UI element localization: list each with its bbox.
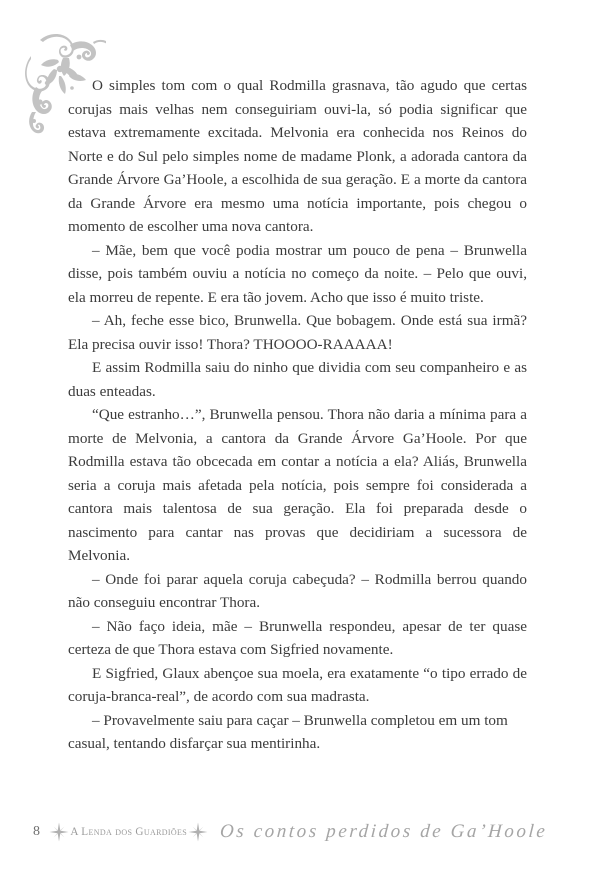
series-title: A Lenda dos Guardiões bbox=[70, 826, 188, 838]
paragraph: “Que estranho…”, Brunwella pensou. Thora não daria a mínima para a morte de Melvonia, a cantora da Grande Árvore Ga’Hoole. Por que Rodmilla estava tão obcecada em contar a notícia a ela? Aliás, Brunwella seria a coruja mais afetada pela notícia, pois sempre foi considerada a cantora mais talentosa de sua geração. Ela foi preparada desde o nascimento para cantar nas provas que decidiriam a sucessora de Melvonia. bbox=[68, 406, 527, 564]
paragraph: O simples tom com o qual Rodmilla grasnava, tão agudo que certas corujas mais velhas nem conseguiriam ouvi-la, só podia significar que estava extremamente excitada. Melvonia era conhecida nos Reinos do Norte e do Sul pelo simples nome de madame Plonk, a adorada cantora da Grande Árvore Ga’Hoole, a escolhida de sua geração. E a morte da cantora da Grande Árvore era mesmo uma notícia importante, pois chegou o momento de escolher uma nova cantora. bbox=[68, 77, 527, 235]
book-title: Os contos perdidos de Ga’Hoole bbox=[219, 821, 549, 842]
snowflake-star-icon bbox=[188, 822, 208, 842]
paragraph: – Não faço ideia, mãe – Brunwella respondeu, apesar de ter quase certeza de que Thora estava com Sigfried novamente. bbox=[68, 617, 527, 658]
paragraph: – Onde foi parar aquela coruja cabeçuda? – Rodmilla berrou quando não conseguiu encontrar Thora. bbox=[68, 570, 527, 611]
paragraph: E Sigfried, Glaux abençoe sua moela, era exatamente “o tipo errado de coruja-branca-real”, de acordo com sua madrasta. bbox=[68, 664, 527, 705]
paragraph: – Ah, feche esse bico, Brunwella. Que bobagem. Onde está sua irmã? Ela precisa ouvir isso! Thora? THOOOO-RAAAAA! bbox=[68, 312, 527, 353]
body-text-block bbox=[68, 74, 527, 756]
page-footer bbox=[33, 818, 548, 846]
page-number: 8 bbox=[33, 824, 41, 839]
paragraph: – Mãe, bem que você podia mostrar um pouco de pena – Brunwella disse, pois também ouviu a notícia no começo da noite. – Pelo que ouvi, ela morreu de repente. E era tão jovem. Acho que isso é muito triste. bbox=[68, 241, 527, 306]
paragraph: – Provavelmente saiu para caçar – Brunwella completou em um tom casual, tentando disfarçar sua mentirinha. bbox=[68, 711, 508, 752]
paragraph: E assim Rodmilla saiu do ninho que dividia com seu companheiro e as duas enteadas. bbox=[68, 359, 527, 400]
snowflake-star-icon bbox=[49, 822, 69, 842]
